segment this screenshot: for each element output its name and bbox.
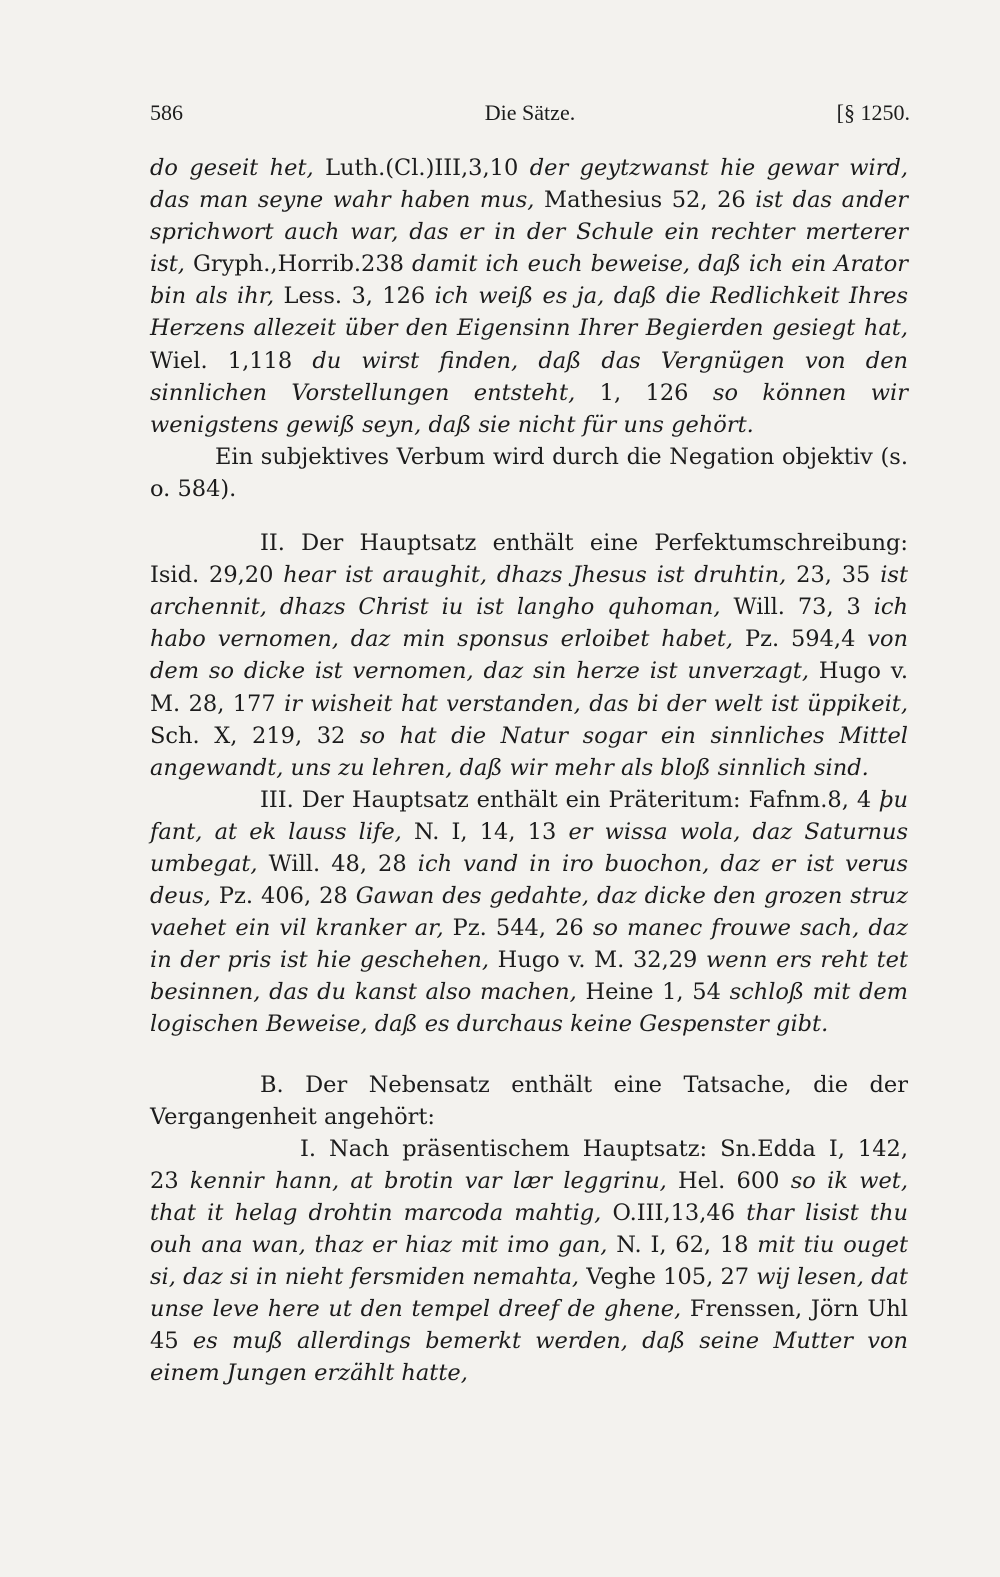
citation-text: Hugo v. M. 32,29	[489, 947, 706, 974]
quotation-text: so ik wet, that it helag drohtin marcoda mahtig,	[150, 1167, 908, 1226]
paragraph	[150, 152, 908, 441]
quotation-text: ich vand in iro buochon, daz er ist verus deus,	[150, 850, 908, 910]
quotation-text: so manec frouwe sach, daz in der pris ist hie geschehen,	[150, 915, 908, 974]
citation-text: B. Der Nebensatz enthält eine Tatsache, die der Vergangenheit angehört:	[150, 1071, 908, 1130]
citation-text: Mathesius 52, 26	[534, 187, 756, 214]
quotation-text: schloß mit dem logischen Beweise, daß es durchaus keine Gespenster gibt.	[150, 979, 908, 1038]
citation-text: O.III,13,46	[601, 1199, 747, 1226]
citation-text: III. Der Hauptsatz enthält ein Präteritum: Fafnm.8, 4	[260, 786, 880, 813]
quotation-text: þu fant, at ek lauss life,	[150, 786, 908, 845]
citation-text: Veghe 105, 27	[579, 1264, 757, 1291]
quotation-text: do geseit het,	[150, 155, 314, 181]
quotation-text: wij lesen, dat unse leve here ut den tempel dreef de ghene,	[150, 1264, 908, 1323]
page-body	[150, 152, 908, 1389]
quotation-text: ich weiß es ja, daß die Redlichkeit Ihres Herzens allezeit über den Eigensinn Ihrer Begierden gesiegt hat,	[150, 283, 908, 342]
paragraph	[150, 784, 908, 1041]
citation-text: Ein subjektives Verbum wird durch die Negation objektiv (s. o. 584).	[150, 443, 908, 502]
citation-text: Heine 1, 54	[576, 979, 730, 1006]
paragraph	[150, 1069, 908, 1133]
quotation-text: thar lisist thu ouh ana wan, thaz er hiaz mit imo gan,	[150, 1199, 908, 1258]
quotation-text: wenn ers reht tet besinnen, das du kanst also machen,	[150, 947, 909, 1006]
running-header	[150, 100, 910, 132]
citation-text: Pz. 406, 28	[210, 883, 356, 910]
citation-text: Pz. 594,4	[733, 626, 868, 653]
citation-text: Gryph.,Horrib.238	[184, 251, 412, 278]
citation-text: N. I, 62, 18	[607, 1232, 758, 1258]
quotation-text: so hat die Natur sogar ein sinnliches Mittel angewandt, uns zu lehren, daß wir mehr als bloß sinnlich sind.	[150, 722, 908, 781]
citation-text: Less. 3, 126	[274, 283, 435, 310]
quotation-text: ich habo vernomen, daz min sponsus erloibet habet,	[150, 594, 908, 653]
citation-text: Will. 73, 3	[720, 594, 874, 621]
citation-text: Sch. X, 219, 32	[150, 722, 360, 749]
quotation-text: du wirst finden, daß das Vergnügen von den sinnlichen Vorstellungen entsteht,	[150, 347, 908, 406]
citation-text: Frenssen, Jörn Uhl 45	[150, 1296, 908, 1355]
citation-text: I. Nach präsentischem Hauptsatz: Sn.Edda I, 142, 23	[150, 1135, 908, 1194]
quotation-text: ist archennit, dhazs Christ iu ist langho quhoman,	[150, 562, 908, 621]
running-title: Die Sätze.	[484, 100, 576, 125]
quotation-text: damit ich euch beweise, daß ich ein Arator bin als ihr,	[150, 251, 908, 310]
paragraph	[150, 1133, 908, 1390]
quotation-text: mit tiu ouget si, daz si in nieht fersmiden nemahta,	[150, 1232, 908, 1291]
quotation-text: der geytzwanst hie gewar wird, das man seyne wahr haben mus,	[150, 155, 908, 214]
citation-text: Pz. 544, 26	[443, 915, 593, 942]
citation-text: Luth.(Cl.)III,3,10	[313, 155, 530, 181]
quotation-text: er wissa wola, daz Saturnus umbegat,	[150, 818, 908, 877]
citation-text: Will. 48, 28	[257, 850, 418, 877]
citation-text: II. Der Hauptsatz enthält eine Perfektumschreibung: Isid. 29,20	[150, 530, 908, 589]
paragraph	[150, 527, 908, 784]
citation-text: N. I, 14, 13	[401, 818, 569, 845]
quotation-text: hear ist araughit, dhazs Jhesus ist druhtin,	[283, 562, 787, 589]
quotation-text: es muß allerdings bemerkt werden, daß seine Mutter von einem Jungen erzählt hatte,	[150, 1328, 908, 1387]
citation-text: Wiel. 1,118	[150, 347, 313, 374]
paragraph	[150, 441, 908, 505]
quotation-text: so können wir wenigstens gewiß seyn, daß sie nicht für uns gehört.	[150, 379, 909, 438]
quotation-text: Gawan des gedahte, daz dicke den grozen struz vaehet ein vil kranker ar,	[150, 883, 908, 942]
citation-text: 23, 35	[786, 562, 881, 589]
quotation-text: ir wisheit hat verstanden, das bi der welt ist üppikeit,	[284, 690, 908, 717]
quotation-text: kennir hann, at brotin var lær leggrinu,	[189, 1167, 667, 1194]
quotation-text: von dem so dicke ist vernomen, daz sin herze ist unverzagt,	[150, 626, 909, 685]
section-reference: [§ 1250.	[836, 100, 910, 125]
citation-text: Hugo v. M. 28, 177	[150, 658, 908, 717]
quotation-text: ist das ander sprichwort auch war, das er in der Schule ein rechter merterer ist,	[150, 187, 908, 278]
citation-text: Hel. 600	[666, 1167, 791, 1194]
page-number: 586	[150, 100, 183, 125]
citation-text: 1, 126	[575, 379, 713, 406]
